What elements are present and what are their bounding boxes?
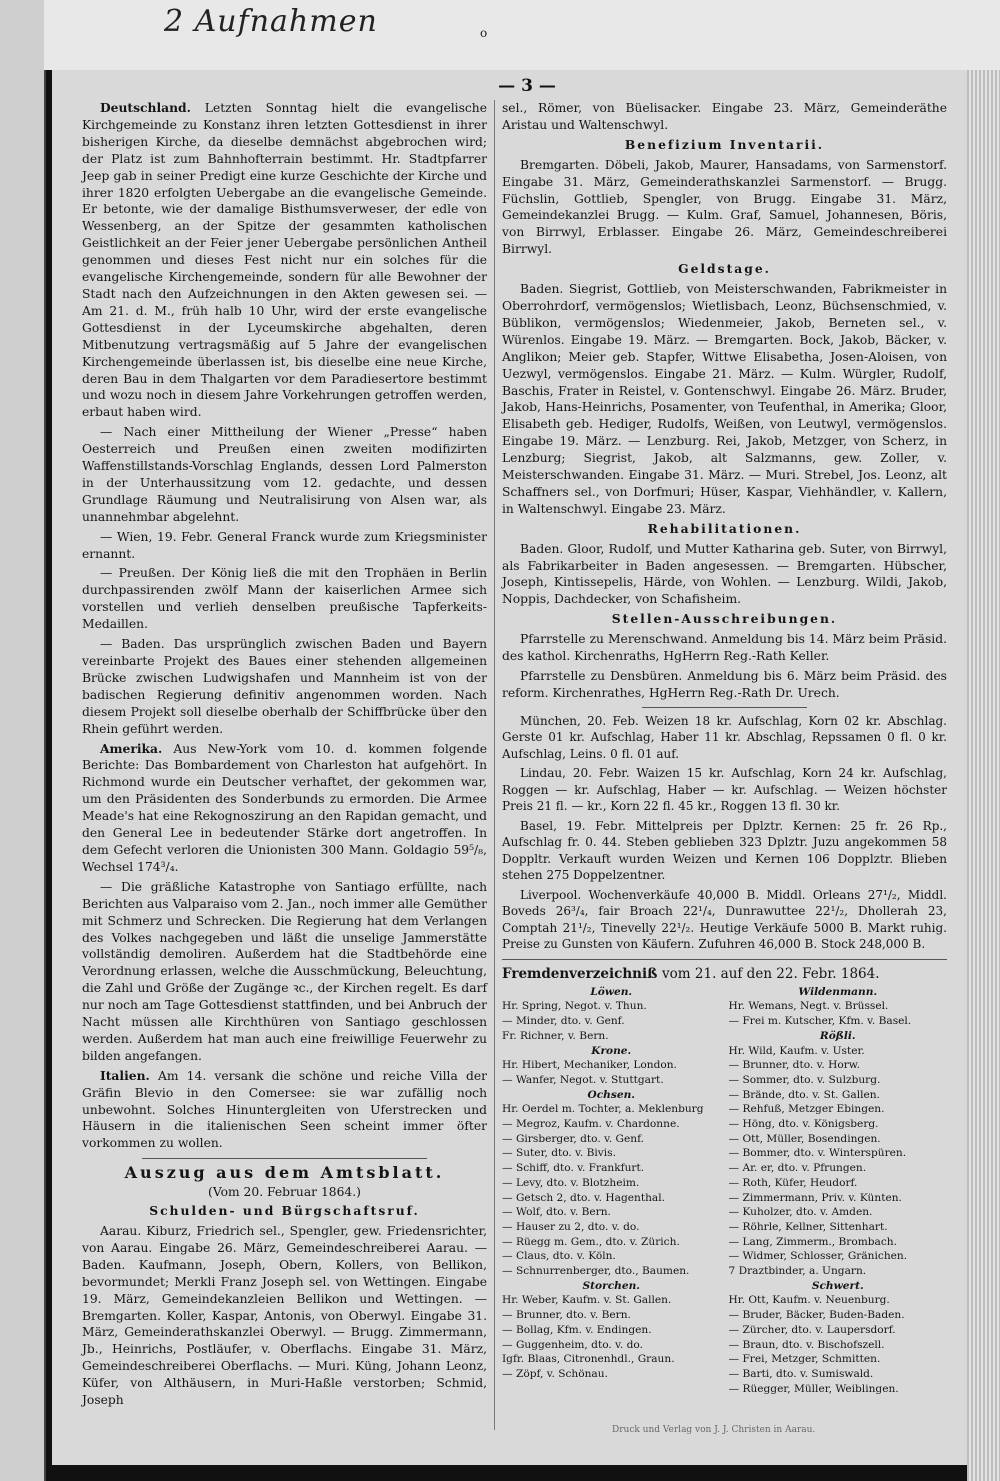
guest-entry: Hr. Wemans, Negt. v. Brüssel. (728, 1000, 889, 1013)
article-wien-presse: — Nach einer Mittheilung der Wiener „Presse“ haben Oesterreich und Preußen einen zweiten modifizirten Waffenstillstands-Vorschlag Englands, dessen Lord Palmerston in der Unterhaussitzung vom 12. gedachte, und dessen Grundlage Räumung und Neutralisirung von Alsen war, als unannehmbar abgelehnt. (82, 425, 487, 524)
guest-list-left (502, 985, 721, 1397)
guest-entry: — Brände, dto. v. St. Gallen. (728, 1088, 880, 1101)
hotel-name: Schwert. (811, 1279, 864, 1292)
stellen-item: Pfarrstelle zu Densbüren. Anmeldung bis 6. März beim Präsid. des reform. Kirchenrathes, HgHerrn Reg.-Rath Dr. Urech. (502, 669, 947, 700)
left-column (82, 100, 487, 1412)
guest-entry: — Schnurrenberger, dto., Baumen. (502, 1265, 690, 1278)
separator-rule (502, 959, 947, 960)
guest-entry: — Höng, dto. v. Königsberg. (728, 1118, 879, 1131)
article-deutschland (82, 100, 487, 421)
schulden-text: Aarau. Kiburz, Friedrich sel., Spengler, gew. Friedensrichter, von Aarau. Eingabe 26. März, Gemeindeschreiberei Aarau. — Baden. Kaufmann, Joseph, Obern, Kollers, von Bellikon, bevormundet; Merkli Franz Joseph sel. von Wettingen. Eingabe 19. März, Gemeindekanzleien Bellikon und Wettingen. — Bremgarten. Koller, Kaspar, Antonis, von Oberwyl. Eingabe 31. März, Gemeinderathskanzlei Oberwyl. — Brugg. Zimmermann, Jb., Heinrichs, Postläufer, v. Oberflachs. Eingabe 31. März, Gemeindeschreiberei Oberflachs. — Muri. Küng, Johann Leonz, Küfer, von Althäusern, in Muri-Haßle verstorben; Schmid, Joseph (82, 1224, 487, 1408)
article-wien: — Wien, 19. Febr. General Franck wurde zum Kriegsminister ernannt. (82, 529, 487, 561)
page-number: — 3 — (498, 76, 556, 96)
stellen-item: Pfarrstelle zu Merenschwand. Anmeldung bis 14. März beim Präsid. des kathol. Kirchenraths, HgHerrn Reg.-Rath Keller. (502, 632, 947, 664)
guest-entry: — Roth, Küfer, Heudorf. (728, 1176, 858, 1189)
guest-entry: — Claus, dto. v. Köln. (502, 1250, 616, 1263)
guest-entry: — Schiff, dto. v. Frankfurt. (502, 1162, 645, 1175)
fremden-date: vom 21. auf den 22. Febr. 1864. (662, 965, 880, 982)
guest-entry: — Frei m. Kutscher, Kfm. v. Basel. (728, 1015, 912, 1028)
guest-entry: 7 Draztbinder, a. Ungarn. (728, 1265, 867, 1278)
guest-entry: — Bollag, Kfm. v. Endingen. (502, 1323, 652, 1336)
article-heading: Amerika. (100, 740, 163, 756)
handwritten-note: 2 Aufnahmen (164, 4, 378, 39)
article-baden: — Baden. Das ursprünglich zwischen Baden und Bayern vereinbarte Projekt des Baues einer stehenden allgemeinen Brücke zwischen Ludwigshafen und Mannheim ist von der badischen Regierung definitiv angenommen worden. Nach diesem Projekt soll dieselbe oberhalb der Schiffbrücke über den Rhein geführt werden. (82, 637, 487, 736)
separator-rule (642, 707, 807, 708)
guest-entry: Hr. Wild, Kaufm. v. Uster. (728, 1044, 865, 1057)
guest-entry: — Barti, dto. v. Sumiswald. (728, 1368, 874, 1380)
hotel-name: Krone. (591, 1044, 632, 1057)
guest-list (502, 985, 947, 1397)
article-amerika (82, 741, 487, 876)
guest-entry: Hr. Oerdel m. Tochter, a. Meklenburg (502, 1103, 704, 1116)
geldstage-title: Geldstage. (678, 261, 771, 277)
guest-entry: Hr. Weber, Kaufm. v. St. Gallen. (502, 1294, 672, 1307)
article-italien (82, 1068, 487, 1153)
guest-entry: — Ar. er, dto. v. Pfrungen. (728, 1162, 867, 1175)
market-report-muenchen: München, 20. Feb. Weizen 18 kr. Aufschlag, Korn 02 kr. Abschlag. Gerste 01 kr. Aufschlag, Haber 11 kr. Abschlag, Repssamen 0 fl. 0 kr. Aufschlag, Leins. 0 fl. 01 auf. (502, 713, 947, 761)
fremden-heading (502, 966, 947, 983)
hotel-name: Wildenmann. (798, 985, 878, 998)
article-heading: Italien. (100, 1067, 150, 1083)
hotel-name: Ochsen. (587, 1088, 635, 1101)
amtsblatt-title: Auszug aus dem Amtsblatt. (124, 1163, 445, 1183)
market-report-liverpool: Liverpool. Wochenverkäufe 40,000 B. Middl. Orleans 27¹/₂, Middl. Boveds 26³/₄, fair Broach 22¹/₄, Dunrawuttee 22¹/₂, Dhollerah 23, Comptah 21¹/₂, Tinevelly 22¹/₂. Heutige Verkäufe 5000 B. Markt ruhig. Preise zu Gunsten von Käufern. Zufuhren 46,000 B. Stock 248,000 B. (502, 887, 947, 952)
hotel-name: Löwen. (590, 985, 633, 998)
guest-entry: — Ott, Müller, Bosendingen. (728, 1132, 881, 1145)
guest-entry: — Rüegg m. Gem., dto. v. Zürich. (502, 1235, 680, 1248)
rehabilitation-title: Rehabilitationen. (647, 520, 802, 536)
page-edge (967, 70, 1000, 1481)
benefizium-text: Bremgarten. Döbeli, Jakob, Maurer, Hansadams, von Sarmenstorf. Eingabe 31. März, Gemeinderathskanzlei Sarmenstorf. — Brugg. Füchslin, Gottlieb, Spengler, von Brugg. Eingabe 31. März, Gemeindekanzlei Brugg. — Kulm. Graf, Samuel, Johannesen, Böris, von Birrwyl, Erblasser. Eingabe 26. März, Gemeindeschreiberei Birrwyl. (502, 157, 947, 257)
guest-entry: Hr. Spring, Negot. v. Thun. (502, 1000, 647, 1013)
separator-rule (142, 1158, 427, 1159)
guest-entry: — Levy, dto. v. Blotzheim. (502, 1176, 640, 1189)
schulden-title: Schulden- und Bürgschaftsruf. (149, 1203, 420, 1219)
guest-entry: — Girsberger, dto. v. Genf. (502, 1132, 645, 1145)
fremden-title: Fremdenverzeichniß (502, 965, 658, 982)
guest-entry: — Zimmermann, Priv. v. Künten. (728, 1191, 902, 1204)
continuation-text: sel., Römer, von Büelisacker. Eingabe 23. März, Gemeinderäthe Aristau und Waltenschwyl. (502, 101, 947, 132)
guest-entry: — Hauser zu 2, dto. v. do. (502, 1220, 640, 1233)
article-santiago: — Die gräßliche Katastrophe von Santiago erfüllte, nach Berichten aus Valparaiso vom 2. Jan., noch immer alle Gemüther mit Schmerz und Schrecken. Die Regierung hat dem Verlangen des Volkes nachgegeben und läßt die unselige Jammerstätte vollständig demoliren. Außerdem hat die Stadtbehörde eine Verordnung erlassen, welche die Ausschmückung, Beleuchtung, die Zahl und Größe der Zugänge ꝛc., der Kirchen regelt. Es darf nur noch am Tage Gottesdienst stattfinden, und bei Anbruch der Nacht müssen alle Kirchthüren von Santiago geschlossen werden. Außerdem hat man auch eine freiwillige Feuerwehr zu bilden angefangen. (82, 879, 487, 1063)
rehabilitation-text: Baden. Gloor, Rudolf, und Mutter Katharina geb. Suter, von Birrwyl, als Fabrikarbeiter in Baden angesessen. — Bremgarten. Hübscher, Joseph, Kintissepelis, Härde, von Wohlen. — Lenzburg. Wildi, Jakob, Noppis, Dachdecker, von Schafisheim. (502, 541, 947, 607)
handwritten-mark: o (480, 26, 488, 40)
imprint: Druck und Verlag von J. J. Christen in Aarau. (612, 1425, 816, 1435)
guest-entry: — Widmer, Schlosser, Gränichen. (728, 1250, 908, 1263)
guest-entry: — Lang, Zimmerm., Brombach. (728, 1235, 897, 1248)
geldstage-text: Baden. Siegrist, Gottlieb, von Meisterschwanden, Fabrikmeister in Oberrohrdorf, vermögenslos; Wietlisbach, Leonz, Büchsenschmied, v. Büblikon, vermögenslos; Wiedenmeier, Jakob, Berneten sel., v. Würenlos. Eingabe 19. März. — Bremgarten. Bock, Jakob, Bäcker, v. Anglikon; Meier geb. Stapfer, Wittwe Elisabetha, Josen-Aloisen, von Uezwyl, vermögenslos. Eingabe 21. März. — Kulm. Würgler, Rudolf, Baschis, Frater in Reistel, v. Gontenschwyl. Eingabe 26. März. Bruder, Jakob, Hans-Heinrichs, Posamenter, von Teufenthal, in Amerika; Gloor, Elisabeth geb. Hediger, Rudolfs, Weißen, von Leutwyl, vermögenslos. Eingabe 19. März. — Lenzburg. Rei, Jakob, Metzger, von Scherz, in Lenzburg; Siegrist, Jakob, alt Salzmanns, gew. Zoller, v. Meisterschwanden. Eingabe 31. März. — Muri. Strebel, Jos. Leonz, alt Schaffners sel., von Dorfmuri; Hüser, Kaspar, Viehhändler, v. Kallern, in Waltenschwyl. Eingabe 23. März. (502, 282, 947, 516)
guest-entry: — Kuholzer, dto. v. Amden. (728, 1206, 873, 1219)
right-column (502, 100, 947, 1396)
guest-entry: — Wolf, dto. v. Bern. (502, 1206, 611, 1219)
guest-entry: — Rehfuß, Metzger Ebingen. (728, 1103, 885, 1116)
guest-entry: — Minder, dto. v. Genf. (502, 1015, 625, 1028)
guest-entry: Hr. Hibert, Mechaniker, London. (502, 1059, 677, 1072)
guest-entry: Hr. Ott, Kaufm. v. Neuenburg. (728, 1294, 890, 1307)
article-text: Am 14. versank die schöne und reiche Villa der Gräfin Blevio in den Comersee: sie war zufällig noch unbewohnt. Solches Hinuntergleiten von Uferstrecken und Häusern in die italienischen Seen scheint immer öfter vorkommen zu wollen. (82, 1068, 487, 1151)
column-divider (494, 100, 495, 1430)
article-preussen: — Preußen. Der König ließ die mit den Trophäen in Berlin durchpassirenden zwölf Mann der kaiserlichen Armee sich vorstellen und verlieh denselben preußische Tapferkeits-Medaillen. (82, 566, 487, 632)
guest-entry: Igfr. Blaas, Citronenhdl., Graun. (502, 1353, 675, 1366)
newspaper-page (52, 70, 967, 1465)
stellen-title: Stellen-Ausschreibungen. (611, 611, 838, 627)
guest-entry: — Zürcher, dto. v. Laupersdorf. (728, 1323, 896, 1336)
market-report-basel: Basel, 19. Febr. Mittelpreis per Dplztr. Kernen: 25 fr. 26 Rp., Aufschlag fr. 0. 44. Steben geblieben 323 Dplztr. Juzu angekommen 58 Doppltr. Verkauft wurden Weizen und Kernen 106 Dopplztr. Blieben stehen 275 Doppelzentner. (502, 818, 947, 883)
guest-entry: — Bommer, dto. v. Winterspüren. (728, 1147, 907, 1160)
guest-entry: — Wanfer, Negot. v. Stuttgart. (502, 1073, 664, 1086)
scan-header-area (44, 0, 1000, 70)
hotel-name: Storchen. (582, 1279, 640, 1292)
guest-entry: Fr. Richner, v. Bern. (502, 1029, 609, 1042)
market-report-lindau: Lindau, 20. Febr. Waizen 15 kr. Aufschlag, Korn 24 kr. Aufschlag, Roggen — kr. Aufschlag, Haber — kr. Aufschlag. — Weizen höchster Preis 21 fl. — kr., Korn 22 fl. 45 kr., Roggen 13 fl. 30 kr. (502, 766, 947, 814)
article-text: Aus New-York vom 10. d. kommen folgende Berichte: Das Bombardement von Charleston hat aufgehört. In Richmond wurde ein Deutscher verhaftet, der gekommen war, um den Präsidenten des Sonderbunds zu ermorden. Die Armee Meade's hat eine Rekognoszirung an den Rapidan gemacht, und den General Lee in bedeutender Stärke dort angetroffen. In dem Gefecht verloren die Unionisten 300 Mann. Goldagio 59⁵/₈, Wechsel 174³/₄. (82, 741, 487, 874)
guest-entry: — Rüegger, Müller, Weiblingen. (728, 1382, 899, 1395)
guest-entry: — Suter, dto. v. Bivis. (502, 1147, 616, 1160)
article-text: Letzten Sonntag hielt die evangelische Kirchgemeinde zu Konstanz ihren letzten Gottesdienst in ihrer bisherigen Kirche, da dieselbe demnächst abgebrochen wird; der Platz ist zum Bahnhofterrain bestimmt. Hr. Stadtpfarrer Jeep gab in seiner Predigt eine kurze Geschichte der Kirche und ihrer 1820 erfolgten Uebergabe an die evangelische Gemeinde. Er betonte, wie der damalige Bisthumsverweser, der edle von Wessenberg, an der Spitze der gesammten katholischen Geistlichkeit an der Feier jener Uebergabe persönlichen Antheil genommen und dieses Fest nicht nur ein solches für die evangelische Kirchengemeinde, sondern für alle Bewohner der Stadt nach den Aufzeichnungen in den Akten gewesen sei. — Am 21. d. M., früh halb 10 Uhr, wird der erste evangelische Gottesdienst in der Lyceumskirche abgehalten, deren Mitbenutzung vertragsmäßig auf 5 Jahre der evangelischen Kirchengemeinde überlassen ist, bis dieselbe eine neue Kirche, deren Bau in dem Thalgarten vor dem Paradiesertore bestimmt und wozu noch in diesem Jahre Vorkehrungen getroffen werden, erbaut haben wird. (82, 101, 487, 420)
guest-entry: — Brunner, dto. v. Bern. (502, 1309, 631, 1322)
benefizium-title: Benefizium Inventarii. (624, 136, 825, 152)
guest-entry: — Zöpf, v. Schönau. (502, 1368, 608, 1380)
guest-entry: — Sommer, dto. v. Sulzburg. (728, 1073, 881, 1086)
hotel-name: Rößli. (819, 1029, 856, 1042)
guest-entry: — Getsch 2, dto. v. Hagenthal. (502, 1191, 665, 1204)
guest-entry: — Frei, Metzger, Schmitten. (728, 1353, 881, 1366)
guest-entry: — Braun, dto. v. Bischofszell. (728, 1338, 885, 1351)
amtsblatt-date: (Vom 20. Februar 1864.) (208, 1185, 361, 1200)
guest-entry: — Röhrle, Kellner, Sittenhart. (728, 1220, 888, 1233)
guest-entry: — Megroz, Kaufm. v. Chardonne. (502, 1118, 680, 1131)
guest-list-right (729, 985, 948, 1397)
article-heading: Deutschland. (100, 100, 191, 115)
binding-margin (0, 0, 46, 1481)
guest-entry: — Bruder, Bäcker, Buden-Baden. (728, 1309, 905, 1322)
guest-entry: — Guggenheim, dto. v. do. (502, 1338, 643, 1351)
guest-entry: — Brunner, dto. v. Horw. (728, 1059, 860, 1072)
